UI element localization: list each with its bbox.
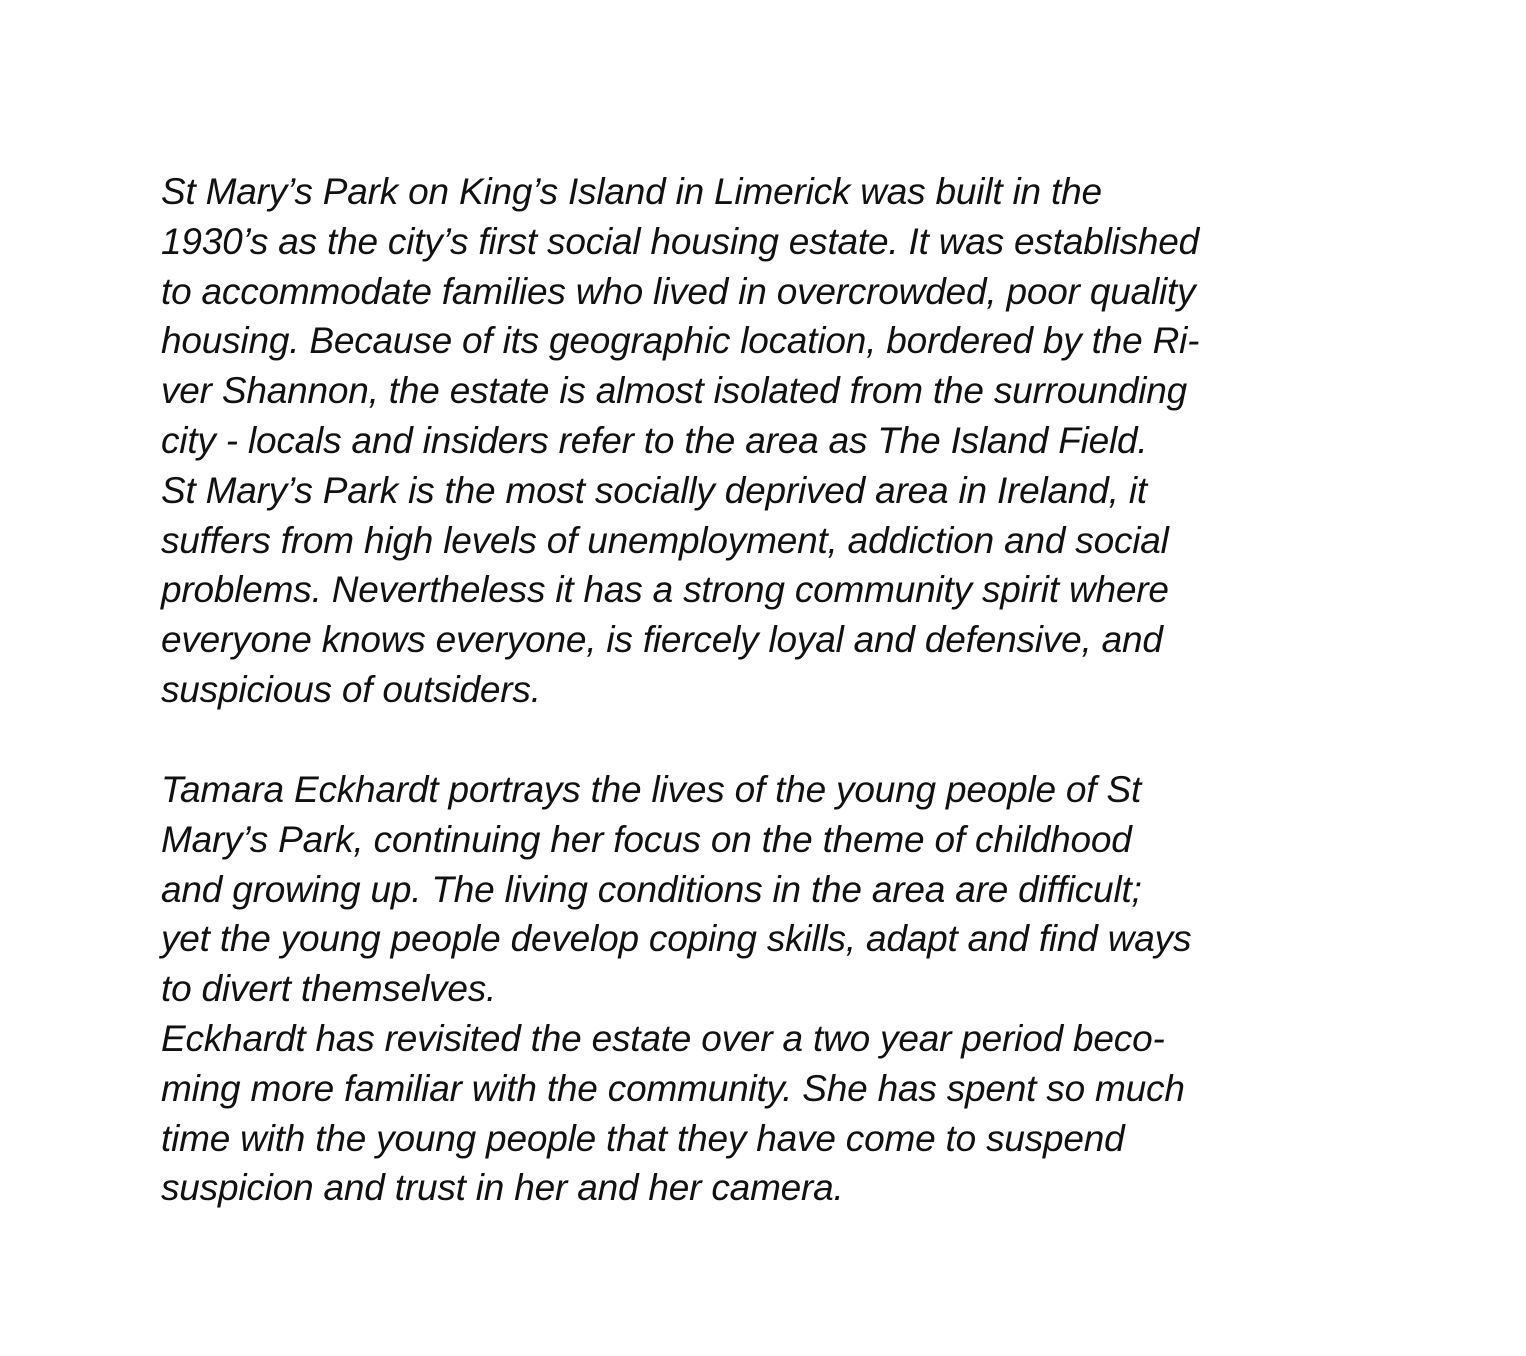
paragraph-1-line: 1930’s as the city’s first social housing estate. It was established [161, 220, 1200, 262]
paragraph-2-line: yet the young people develop coping skills, adapt and find ways [161, 918, 1192, 960]
paragraph-2-line: Eckhardt has revisited the estate over a two year period beco- [161, 1017, 1165, 1059]
paragraph-2-line: suspicion and trust in her and her camera. [161, 1167, 844, 1209]
paragraph-1 [161, 167, 1361, 715]
paragraph-1-line: problems. Nevertheless it has a strong community spirit where [161, 569, 1169, 611]
paragraph-2-line: Tamara Eckhardt portrays the lives of the young people of St [161, 769, 1142, 810]
paragraph-1-line: suffers from high levels of unemployment, addiction and social [161, 519, 1169, 561]
paragraph-1-line: to accommodate families who lived in overcrowded, poor quality [161, 270, 1196, 312]
paragraph-2-line: to divert themselves. [161, 968, 497, 1010]
paragraph-1-line: everyone knows everyone, is fiercely loyal and defensive, and [161, 619, 1163, 661]
paragraph-2-line: ming more familiar with the community. She has spent so much [161, 1067, 1185, 1109]
paragraph-2-line: Mary’s Park, continuing her focus on the theme of childhood [161, 818, 1132, 860]
paragraph-1-line: suspicious of outsiders. [161, 668, 541, 710]
paragraph-2-line: and growing up. The living conditions in the area are difficult; [161, 868, 1142, 910]
paragraph-2-line: time with the young people that they have come to suspend [161, 1117, 1125, 1159]
paragraph-1-line: St Mary’s Park is the most socially deprived area in Ireland, it [161, 469, 1147, 511]
paragraph-1-line: ver Shannon, the estate is almost isolated from the surrounding [161, 370, 1188, 412]
paragraph-2 [161, 765, 1361, 1213]
paragraph-1-line: St Mary’s Park on King’s Island in Limerick was built in the [161, 171, 1102, 212]
paragraph-1-line: housing. Because of its geographic location, bordered by the Ri- [161, 320, 1200, 362]
paragraph-1-line: city - locals and insiders refer to the area as The Island Field. [161, 419, 1148, 461]
